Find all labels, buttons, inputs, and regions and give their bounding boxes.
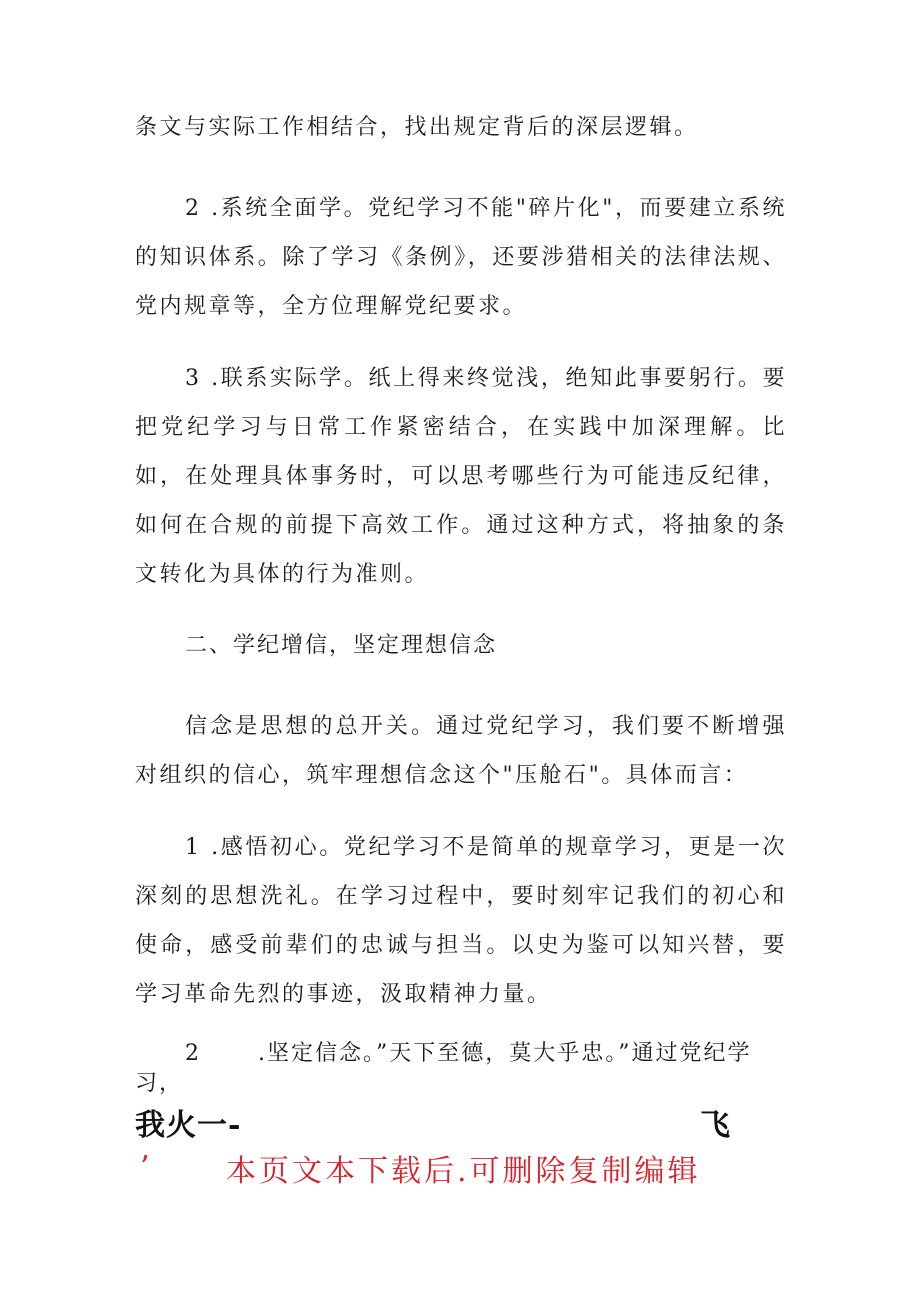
paragraph-belief-item-1: 1 .感悟初心。党纪学习不是简单的规章学习，更是一次深刻的思想洗礼。在学习过程中，要时刻牢记我们的初心和使命，感受前辈们的忠诚与担当。以史为鉴可以知兴替，要学习革命先烈的事迹，汲取精神力量。 xyxy=(135,835,787,1007)
paragraph-belief-intro: 信念是思想的总开关。通过党纪学习，我们要不断增强对组织的信心，筑牢理想信念这个"压舱石"。具体而言： xyxy=(135,714,787,788)
garbled-ocr-text-left: 我火一- xyxy=(135,1108,242,1143)
section-heading-2: 二、学纪增信，坚定理想信念 xyxy=(185,633,498,658)
garbled-ocr-text-right: 飞 xyxy=(700,1108,731,1143)
garbled-comma-mark: ’ xyxy=(140,1150,150,1185)
paragraph-item-3-practical-study: 3 .联系实际学。纸上得来终觉浅，绝知此事要躬行。要把党纪学习与日常工作紧密结合，在实践中加深理解。比如，在处理具体事务时，可以思考哪些行为可能违反纪律，如何在合规的前提下高效工作。通过这种方式，将抽象的条文转化为具体的行为准则。 xyxy=(135,366,787,587)
paragraph-belief-item-2-tail: 习， xyxy=(135,1071,184,1096)
paragraph-belief-item-2-text: .坚定信念。”天下至德，莫大乎忠。”通过党纪学 xyxy=(258,1041,752,1066)
paragraph-belief-item-2-number: 2 xyxy=(185,1041,201,1066)
download-notice: 本页文本下载后.可删除复制编辑 xyxy=(226,1154,701,1189)
paragraph-item-2-systematic-study: 2 .系统全面学。党纪学习不能"碎片化"，而要建立系统的知识体系。除了学习《条例》，还要涉猎相关的法律法规、党内规章等，全方位理解党纪要求。 xyxy=(135,196,787,319)
paragraph-intro-tail: 条文与实际工作相结合，找出规定背后的深层逻辑。 xyxy=(135,115,699,140)
